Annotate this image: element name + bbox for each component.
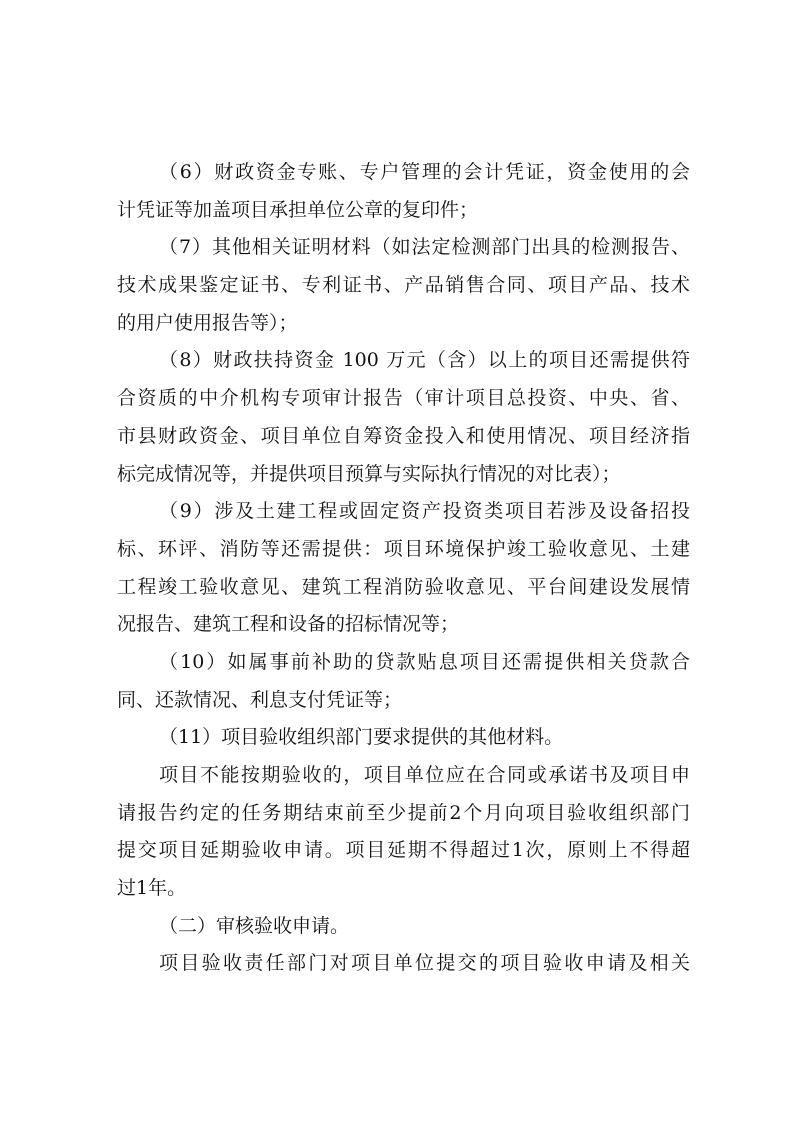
text-line: （10）如属事前补助的贷款贴息项目还需提供相关贷款合	[159, 650, 690, 673]
text-line: （8）财政扶持资金 100 万元（含）以上的项目还需提供符	[159, 349, 690, 372]
text-line: 标、环评、消防等还需提供：项目环境保护竣工验收意见、土建	[117, 537, 690, 560]
text-line: 请报告约定的任务期结束前至少提前2个月向项目验收组织部门	[117, 801, 690, 824]
text-line: 过1年。	[117, 877, 187, 900]
text-line: 计凭证等加盖项目承担单位公章的复印件；	[117, 198, 479, 221]
text-line: （11）项目验收组织部门要求提供的其他材料。	[159, 726, 564, 749]
text-line: 技术成果鉴定证书、专利证书、产品销售合同、项目产品、技术	[117, 274, 690, 297]
text-line: 提交项目延期验收申请。项目延期不得超过1次，原则上不得超	[117, 839, 690, 862]
text-line: （6）财政资金专账、专户管理的会计凭证，资金使用的会	[159, 161, 690, 183]
section-heading: （二）审核验收申请。	[159, 914, 350, 937]
text-line: 同、还款情况、利息支付凭证等；	[117, 688, 403, 711]
text-line: 项目不能按期验收的，项目单位应在合同或承诺书及项目申	[159, 764, 690, 786]
text-line: 的用户使用报告等）；	[117, 311, 298, 334]
text-line: 市县财政资金、项目单位自筹资金投入和使用情况、项目经济指	[117, 424, 690, 447]
body-text	[117, 154, 690, 983]
text-line: （9）涉及土建工程或固定资产投资类项目若涉及设备招投	[159, 500, 690, 523]
text-line: 况报告、建筑工程和设备的招标情况等；	[117, 613, 460, 636]
text-line: （7）其他相关证明材料（如法定检测部门出具的检测报告、	[159, 236, 690, 259]
text-line: 工程竣工验收意见、建筑工程消防验收意见、平台间建设发展情	[117, 575, 690, 598]
text-line: 项目验收责任部门对项目单位提交的项目验收申请及相关	[159, 952, 690, 975]
text-line: 合资质的中介机构专项审计报告（审计项目总投资、中央、省、	[117, 387, 690, 410]
text-line: 标完成情况等，并提供项目预算与实际执行情况的对比表）；	[117, 462, 621, 485]
